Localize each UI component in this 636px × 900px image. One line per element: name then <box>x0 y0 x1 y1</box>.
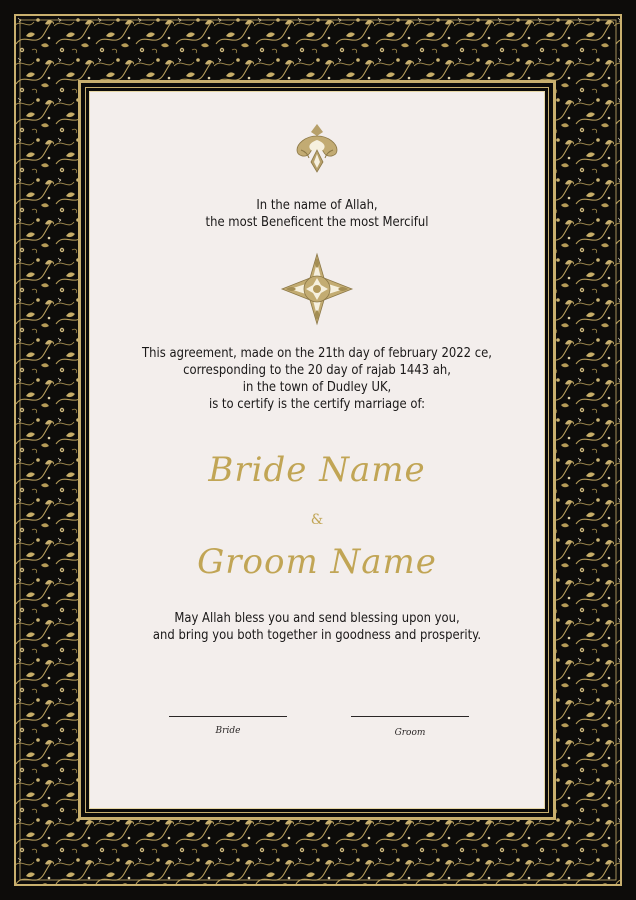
panel-inner-frame <box>85 87 549 813</box>
arabesque-medallion-icon <box>293 122 341 178</box>
invocation-line-1: In the name of Allah, <box>256 197 378 213</box>
agreement-line-2: corresponding to the 20 day of rajab 1443 ah, <box>183 362 451 378</box>
agreement-line-4: is to certify is the certify marriage of: <box>208 396 426 412</box>
agreement-line-1: This agreement, made on the 21th day of february 2022 ce, <box>142 345 492 361</box>
bride-name: Bride Name <box>208 450 426 490</box>
groom-name: Groom Name <box>197 542 437 582</box>
blessing-line-2: and bring you both together in goodness and prosperity. <box>152 627 482 643</box>
invocation-line-2: the most Beneficent the most Merciful <box>205 214 429 230</box>
groom-signature-label: Groom <box>394 728 426 738</box>
agreement-line-3: in the town of Dudley UK, <box>242 379 392 395</box>
star-rosette-icon <box>280 252 354 330</box>
panel-frame <box>78 80 556 820</box>
agreement-text <box>122 345 512 413</box>
ampersand: & <box>310 512 324 528</box>
blessing-text <box>122 610 512 644</box>
blessing-line-1: May Allah bless you and send blessing upon you, <box>174 610 460 626</box>
groom-signature-line <box>351 716 469 717</box>
invocation-text <box>122 197 512 231</box>
bride-signature-label: Bride <box>215 726 241 736</box>
bride-signature-line <box>169 716 287 717</box>
certificate-panel <box>89 91 545 809</box>
